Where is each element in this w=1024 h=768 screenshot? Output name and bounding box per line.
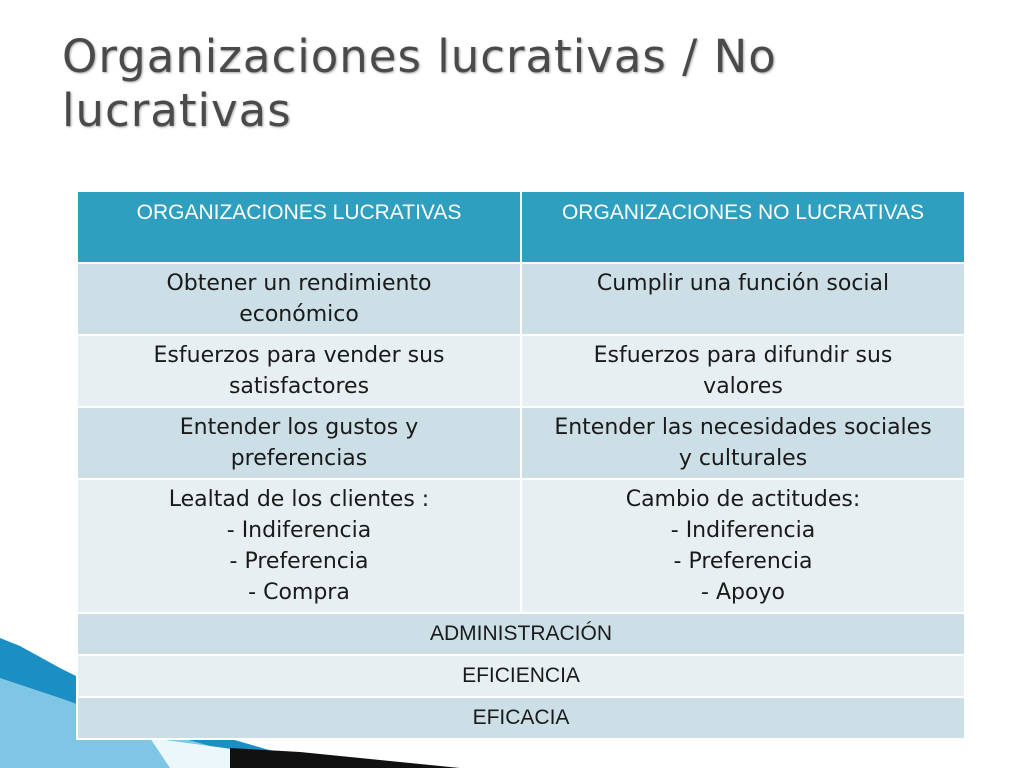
comparison-table <box>76 190 966 740</box>
slide-title: Organizaciones lucrativas / No lucrativas <box>62 30 777 137</box>
table-row <box>77 479 965 613</box>
cell-lucrativas <box>77 407 521 479</box>
cell-line: - Preferencia <box>229 549 369 574</box>
footer-cell: EFICIENCIA <box>77 655 965 697</box>
cell-lucrativas <box>77 263 521 335</box>
cell-line: preferencias <box>230 446 368 471</box>
cell-no-lucrativas <box>521 263 965 335</box>
table-footer-row-eficiencia <box>77 655 965 697</box>
table-row <box>77 407 965 479</box>
comparison-table-container <box>76 190 964 740</box>
cell-line: Cambio de actitudes: <box>625 487 861 512</box>
footer-cell: ADMINISTRACIÓN <box>77 613 965 655</box>
cell-line: - Apoyo <box>701 580 785 605</box>
cell-lucrativas <box>77 335 521 407</box>
cell-line: - Compra <box>248 580 350 605</box>
cell-no-lucrativas <box>521 407 965 479</box>
header-lucrativas: ORGANIZACIONES LUCRATIVAS <box>77 191 521 263</box>
table-row <box>77 335 965 407</box>
table-header-row <box>77 191 965 263</box>
header-no-lucrativas: ORGANIZACIONES NO LUCRATIVAS <box>521 191 965 263</box>
cell-line: - Preferencia <box>673 549 813 574</box>
cell-line: - Indiferencia <box>226 518 372 543</box>
cell-lucrativas <box>77 479 521 613</box>
cell-line: económico <box>239 302 359 327</box>
footer-cell: EFICACIA <box>77 697 965 739</box>
cell-line: satisfactores <box>228 374 370 399</box>
cell-line: Obtener un rendimiento <box>166 271 432 296</box>
cell-line: Esfuerzos para difundir sus <box>593 343 893 368</box>
cell-line: Esfuerzos para vender sus <box>153 343 445 368</box>
cell-line: valores <box>703 374 783 399</box>
cell-line: - Indiferencia <box>670 518 816 543</box>
cell-no-lucrativas <box>521 479 965 613</box>
cell-no-lucrativas <box>521 335 965 407</box>
cell-line: Entender las necesidades sociales <box>554 415 932 440</box>
cell-line: Entender los gustos y <box>179 415 419 440</box>
corner-wave-black <box>230 748 460 768</box>
cell-line: Cumplir una función social <box>596 271 890 296</box>
table-footer-row-eficacia <box>77 697 965 739</box>
table-row <box>77 263 965 335</box>
cell-line: Lealtad de los clientes : <box>168 487 430 512</box>
table-footer-row-administracion <box>77 613 965 655</box>
cell-line: y culturales <box>678 446 808 471</box>
